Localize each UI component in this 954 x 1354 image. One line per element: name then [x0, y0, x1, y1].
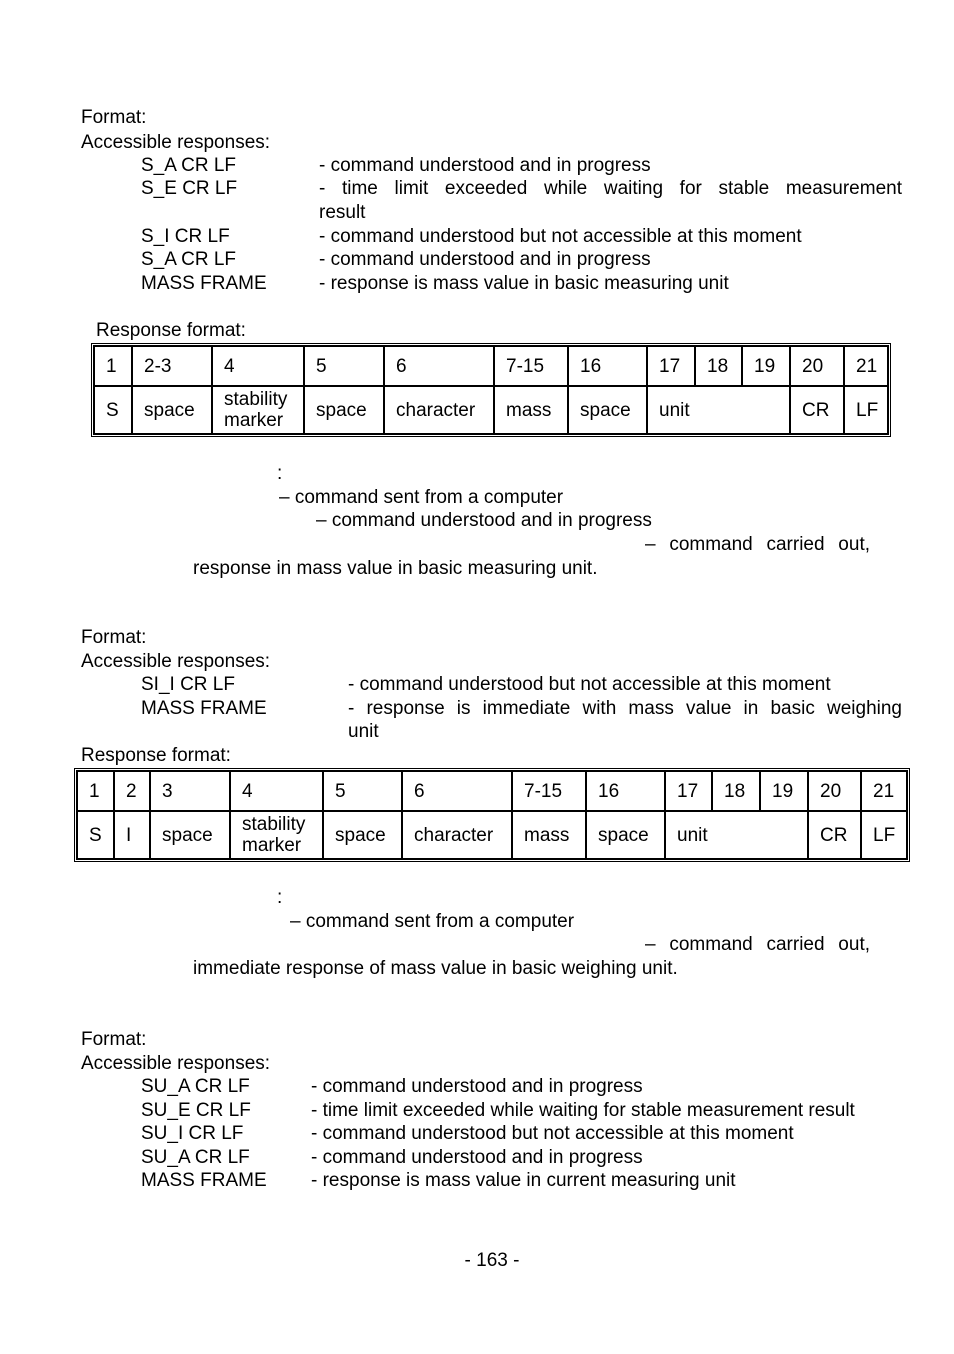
field-value: character: [384, 386, 494, 434]
field-value: space: [568, 386, 647, 434]
response-code: MASS FRAME: [141, 1170, 267, 1191]
byte-index: 17: [647, 346, 695, 386]
byte-index: 18: [695, 346, 742, 386]
field-value: S: [94, 386, 132, 434]
field-value: space: [323, 811, 402, 859]
response-format-table: [91, 343, 891, 437]
byte-index: 6: [402, 771, 512, 811]
byte-index: 1: [94, 346, 132, 386]
response-desc: - command understood but not accessible at this moment: [348, 674, 831, 695]
response-code: MASS FRAME: [141, 698, 267, 719]
response-desc: - command understood but not accessible at this moment: [311, 1123, 794, 1144]
byte-index: 1: [77, 771, 114, 811]
byte-index: 20: [808, 771, 861, 811]
byte-index: 16: [568, 346, 647, 386]
table-value-row: [77, 811, 907, 859]
byte-index: 7-15: [512, 771, 586, 811]
example-line: – command sent from a computer: [290, 911, 575, 932]
field-value: space: [304, 386, 384, 434]
response-code: SU_A CR LF: [141, 1076, 250, 1097]
field-value: unit: [647, 386, 790, 434]
example-line: – command carried out,: [645, 934, 870, 955]
response-desc: - time limit exceeded while waiting for stable measurement: [319, 178, 902, 199]
response-code: SU_A CR LF: [141, 1147, 250, 1168]
field-value: space: [150, 811, 230, 859]
field-value: stability marker: [212, 386, 304, 434]
accessible-responses-label: Accessible responses:: [81, 1053, 271, 1074]
page-number: - 163 -: [464, 1250, 520, 1271]
response-desc: - command understood but not accessible at this moment: [319, 226, 802, 247]
example-line: – command understood and in progress: [316, 510, 652, 531]
byte-index: 5: [323, 771, 402, 811]
response-desc: - command understood and in progress: [319, 155, 651, 176]
response-desc: - command understood and in progress: [311, 1076, 643, 1097]
field-value: space: [586, 811, 665, 859]
response-format-table: [74, 768, 910, 862]
format-label: Format:: [81, 627, 147, 648]
response-code: SU_E CR LF: [141, 1100, 251, 1121]
response-desc-continued: result: [319, 202, 366, 223]
example-line: – command carried out,: [645, 534, 870, 555]
field-value: mass: [494, 386, 568, 434]
byte-index: 2-3: [132, 346, 212, 386]
example-line: – command sent from a computer: [279, 487, 564, 508]
response-code: S_A CR LF: [141, 249, 237, 270]
byte-index: 4: [212, 346, 304, 386]
response-desc-continued: unit: [348, 721, 379, 742]
byte-index: 18: [712, 771, 760, 811]
field-value: unit: [665, 811, 808, 859]
response-code: MASS FRAME: [141, 273, 267, 294]
response-code: SI_I CR LF: [141, 674, 235, 695]
byte-index: 17: [665, 771, 712, 811]
byte-index: 19: [760, 771, 808, 811]
response-desc: - response is mass value in current measuring unit: [311, 1170, 736, 1191]
response-format-label: Response format:: [96, 320, 246, 341]
field-value: S: [77, 811, 114, 859]
byte-index: 2: [114, 771, 150, 811]
field-value: LF: [844, 386, 888, 434]
response-desc: - response is immediate with mass value in basic weighing: [348, 698, 902, 719]
example-colon: :: [277, 887, 283, 908]
field-value: character: [402, 811, 512, 859]
field-value: CR: [808, 811, 861, 859]
field-value: I: [114, 811, 150, 859]
field-value: space: [132, 386, 212, 434]
response-code: S_A CR LF: [141, 155, 237, 176]
accessible-responses-label: Accessible responses:: [81, 651, 271, 672]
table-header-row: [94, 346, 888, 386]
accessible-responses-label: Accessible responses:: [81, 132, 271, 153]
response-desc: - command understood and in progress: [319, 249, 651, 270]
byte-index: 20: [790, 346, 844, 386]
byte-index: 19: [742, 346, 790, 386]
field-value: LF: [861, 811, 907, 859]
response-code: SU_I CR LF: [141, 1123, 244, 1144]
field-value: mass: [512, 811, 586, 859]
response-code: S_I CR LF: [141, 226, 230, 247]
byte-index: 21: [861, 771, 907, 811]
response-desc: - response is mass value in basic measuring unit: [319, 273, 729, 294]
table-header-row: [77, 771, 907, 811]
response-format-label: Response format:: [81, 745, 231, 766]
example-line: response in mass value in basic measuring unit.: [193, 558, 598, 579]
table-value-row: [94, 386, 888, 434]
byte-index: 5: [304, 346, 384, 386]
field-value: CR: [790, 386, 844, 434]
format-label: Format:: [81, 107, 147, 128]
byte-index: 7-15: [494, 346, 568, 386]
response-desc: - time limit exceeded while waiting for stable measurement result: [311, 1100, 855, 1121]
example-line: immediate response of mass value in basic weighing unit.: [193, 958, 678, 979]
byte-index: 4: [230, 771, 323, 811]
format-label: Format:: [81, 1029, 147, 1050]
response-desc: - command understood and in progress: [311, 1147, 643, 1168]
byte-index: 21: [844, 346, 888, 386]
byte-index: 3: [150, 771, 230, 811]
byte-index: 16: [586, 771, 665, 811]
byte-index: 6: [384, 346, 494, 386]
field-value: stability marker: [230, 811, 323, 859]
response-code: S_E CR LF: [141, 178, 238, 199]
example-colon: :: [277, 463, 283, 484]
